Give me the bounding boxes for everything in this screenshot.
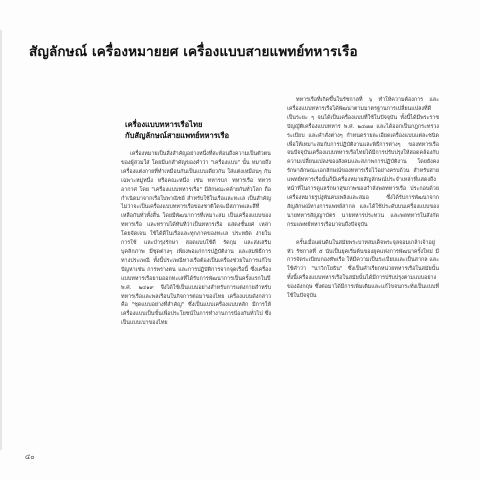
page-number: ๔๐ xyxy=(25,453,35,461)
left-text-column xyxy=(121,150,271,328)
paragraph: ทหารเรือที่เกิดขึ้นในรัชกาลที่ ๖ ทำให้ความต้องการ และเครื่องแบบทหารเรือได้พัฒนาตามมาตรฐานการเปลี่ยนแปลงที่ดีเป็นระยะ ๆ จนได้เป็นเครื่องแบบที่ใช้ในปัจจุบัน ทั้งนี้ได้มีพระราชบัญญัติเครื่องแบบทหาร พ.ศ. ๒๔๗๗ และได้ออกเป็นกฎกระทรวง ระเบียบ และคำสั่งต่างๆ กำหนดรายละเอียดเครื่องแบบแต่ละชนิดเพื่อให้เหมาะสมกับการปฏิบัติงานและพิธีการต่างๆ ของทหารเรือ จนปัจจุบันเครื่องแบบทหารเรือไทยได้มีการปรับปรุงให้สอดคล้องกับความเปลี่ยนแปลงของสังคมและสภาพการปฏิบัติงาน โดยยังคงรักษาลักษณะเอกลักษณ์ของทหารเรือไว้อย่างครบถ้วน สำหรับสายแพทย์ทหารเรือนั้นก็มีเครื่องหมายสัญลักษณ์ประจำเหล่าที่แสดงถึงหน้าที่ในการดูแลรักษาสุขภาพของกำลังพลทหารเรือ ประกอบด้วยเครื่องหมายรูปงูพันคบเพลิงและสมอ ซึ่งได้รับการพัฒนาจากสัญลักษณ์ทางการแพทย์สากล และได้ใช้ประดับบนเครื่องแบบของนายทหารสัญญาบัตร นายทหารประทวน และพลทหารในสังกัดกรมแพทย์ทหารเรือมาจนถึงปัจจุบัน xyxy=(287,97,439,228)
section-heading xyxy=(125,119,275,141)
paragraph: ครั้นเมื่อแผ่นดินในสมัยพระบาทสมเด็จพระจุลจอมเกล้าเจ้าอยู่หัว รัชกาลที่ ๕ นับเป็นยุคเริ่มต้นของยุคแห่งการพัฒนาครั้งใหม่ มีการจัดระเบียบกองทัพเรือ ให้มีความเป็นระเบียบและเป็นสากล และใช้คำว่า "นาวิกโยธิน" ซึ่งเป็นคำเรียกหน่วยทหารเรือในสมัยนั้น ทั้งนี้เครื่องแบบทหารเรือในสมัยนั้นได้มีการปรับปรุงตามแบบอย่างของอังกฤษ ซึ่งต่อมาได้มีการเพิ่มเติมและแก้ไขจนกระทั่งเป็นแบบที่ใช้ในปัจจุบัน xyxy=(287,239,439,300)
section-heading-line-1: เครื่องแบบทหารเรือไทย xyxy=(125,120,203,129)
right-text-column xyxy=(287,96,439,301)
paragraph: เครื่องหมายเป็นสิ่งสำคัญอย่างหนึ่งที่สะท้อนถึงความเป็นตัวตนของผู้สวมใส่ โดยมีแกสำคัญของคำว่า "เครื่องแบบ" นั้น หมายถึง เครื่องแต่งกายที่ทำเหมือนกันเป็นแบบเดียวกัน ใส่แต่งเหมือนๆ กันเฉพาะหมู่หนึ่ง หรือคณะหนึ่ง เช่น ทหารบก ทหารเรือ ทหารอากาศ โดย "เครื่องแบบทหารเรือ" มีลักษณะคล้ายกันทั่วโลก ถือกำเนิดมาจากเรือใบพาณิชย์ สำหรับใช้ในเรือและทะเล เป็นสำคัญ ไม่ว่าจะเป็นเครื่องแบบทหารเรือของชาติใดจะมีสภาพและสีที่เหลือกันทั่วทั้งสิ้น โดยมีพัฒนาการที่เหมาะสม เป็นเครื่องแบบของทหารเรือ และทราบได้ทันทีว่าเป็นทหารเรือ แสดงชั้นยศ เหล่า โดยจัดเจน ใช้ได้ดีในเรือและทุกภาคของทะเล ประหยัด ง่ายในการใช้ และบำรุงรักษา สอดแบบใช้ดี รัดกุม และส่งเสริมบุคลิกภาพ มีชุดต่างๆ เพียงพอแก่การปฏิบัติงาน และสมพิธีการทางประเพณี ทั้งนี้ประเพณีทางเรือต้องเป็นเครื่องช่วยในการแก้ไขปัญหาเช่น การพรางตน และการปฏิบัติการจากจุดเรือนี้ ซึ่งเครื่องแบบทหารเรือยามออกทะเลที่ได้รับการพัฒนาการเป็นครั้งแรกในปี พ.ศ. ๒๔๑๙ จึงได้ใช้เป็นแบบอย่างสำหรับการแต่งกายสำหรับทหารเรือและพลเรือนในกิจการต่อมาของไทย เครื่องแบบดังกล่าวคือ "ชุดแบบอย่างที่สำคัญ" ซึ่งเป็นแบบเครื่องแบบหลัก มีการให้เครื่องแบบเป็นขั้นเพื่อประโยชน์ในการทำงานการป้องกันทั่วไป ซึ่งเป็นแบบเบาของไทย xyxy=(121,151,271,327)
section-heading-line-2: กับสัญลักษณ์สายแพทย์ทหารเรือ xyxy=(125,131,230,140)
page-title: สัญลักษณ์ เครื่องหมายยศ เครื่องแบบสายแพทย์ทหารเรือ xyxy=(29,44,358,60)
page-edge-rule xyxy=(0,30,2,450)
